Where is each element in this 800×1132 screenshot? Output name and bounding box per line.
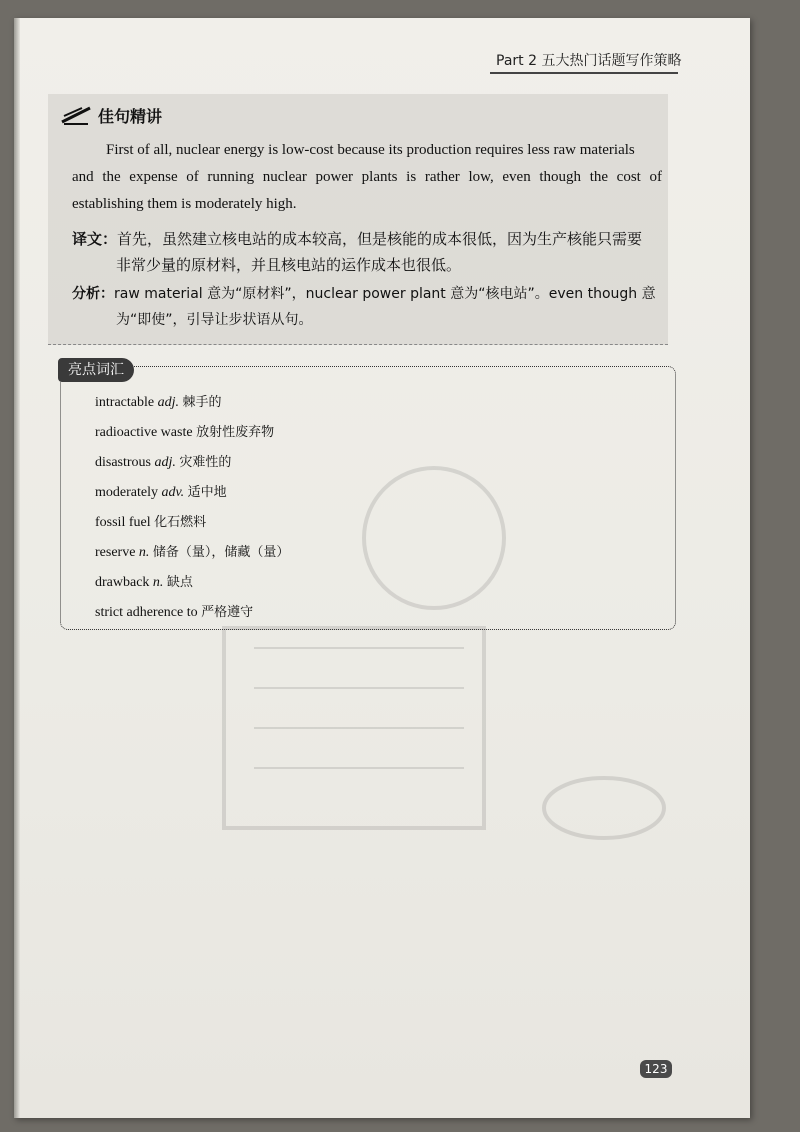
translation-line [72, 226, 642, 252]
vocab-item: reserve n. 储备（量），储藏（量） [95, 545, 290, 560]
vocab-item: disastrous adj. 灾难性的 [95, 455, 232, 470]
section-title: 佳句精讲 [98, 107, 163, 126]
sentence-line: and the expense of running nuclear power plants is rather low, even though the cost of [72, 169, 662, 185]
analysis-label: 分析： [72, 286, 114, 302]
analysis-text: raw material 意为“原材料”，nuclear power plant 意为“核电站”。even though 意 [114, 286, 656, 302]
vocab-item: intractable adj. 棘手的 [95, 395, 222, 410]
vocab-item: drawback n. 缺点 [95, 575, 193, 590]
analysis-line [72, 281, 656, 307]
sentence-line: establishing them is moderately high. [72, 196, 297, 212]
translation-line: 非常少量的原材料，并且核电站的运作成本也很低。 [116, 256, 462, 274]
running-header: Part 2 五大热门话题写作策略 [496, 53, 682, 69]
analysis-line: 为“即使”，引导让步状语从句。 [116, 312, 313, 328]
pencil-icon [60, 104, 94, 126]
translation-text: 首先，虽然建立核电站的成本较高，但是核能的成本很低，因为生产核能只需要 [117, 230, 643, 248]
vocab-item: strict adherence to 严格遵守 [95, 605, 254, 620]
vocabulary-tag: 亮点词汇 [58, 358, 134, 382]
page-number: 123 [640, 1060, 672, 1078]
header-rule [490, 72, 678, 74]
vocab-item: radioactive waste 放射性废弃物 [95, 425, 275, 440]
page-spine-shadow [14, 18, 20, 1118]
vocab-item: fossil fuel 化石燃料 [95, 515, 207, 530]
vocab-item: moderately adv. 适中地 [95, 485, 227, 500]
vocabulary-list [95, 390, 289, 630]
sentence-line: First of all, nuclear energy is low-cost because its production requires less raw materials [106, 142, 635, 158]
translation-label: 译文： [72, 230, 118, 248]
